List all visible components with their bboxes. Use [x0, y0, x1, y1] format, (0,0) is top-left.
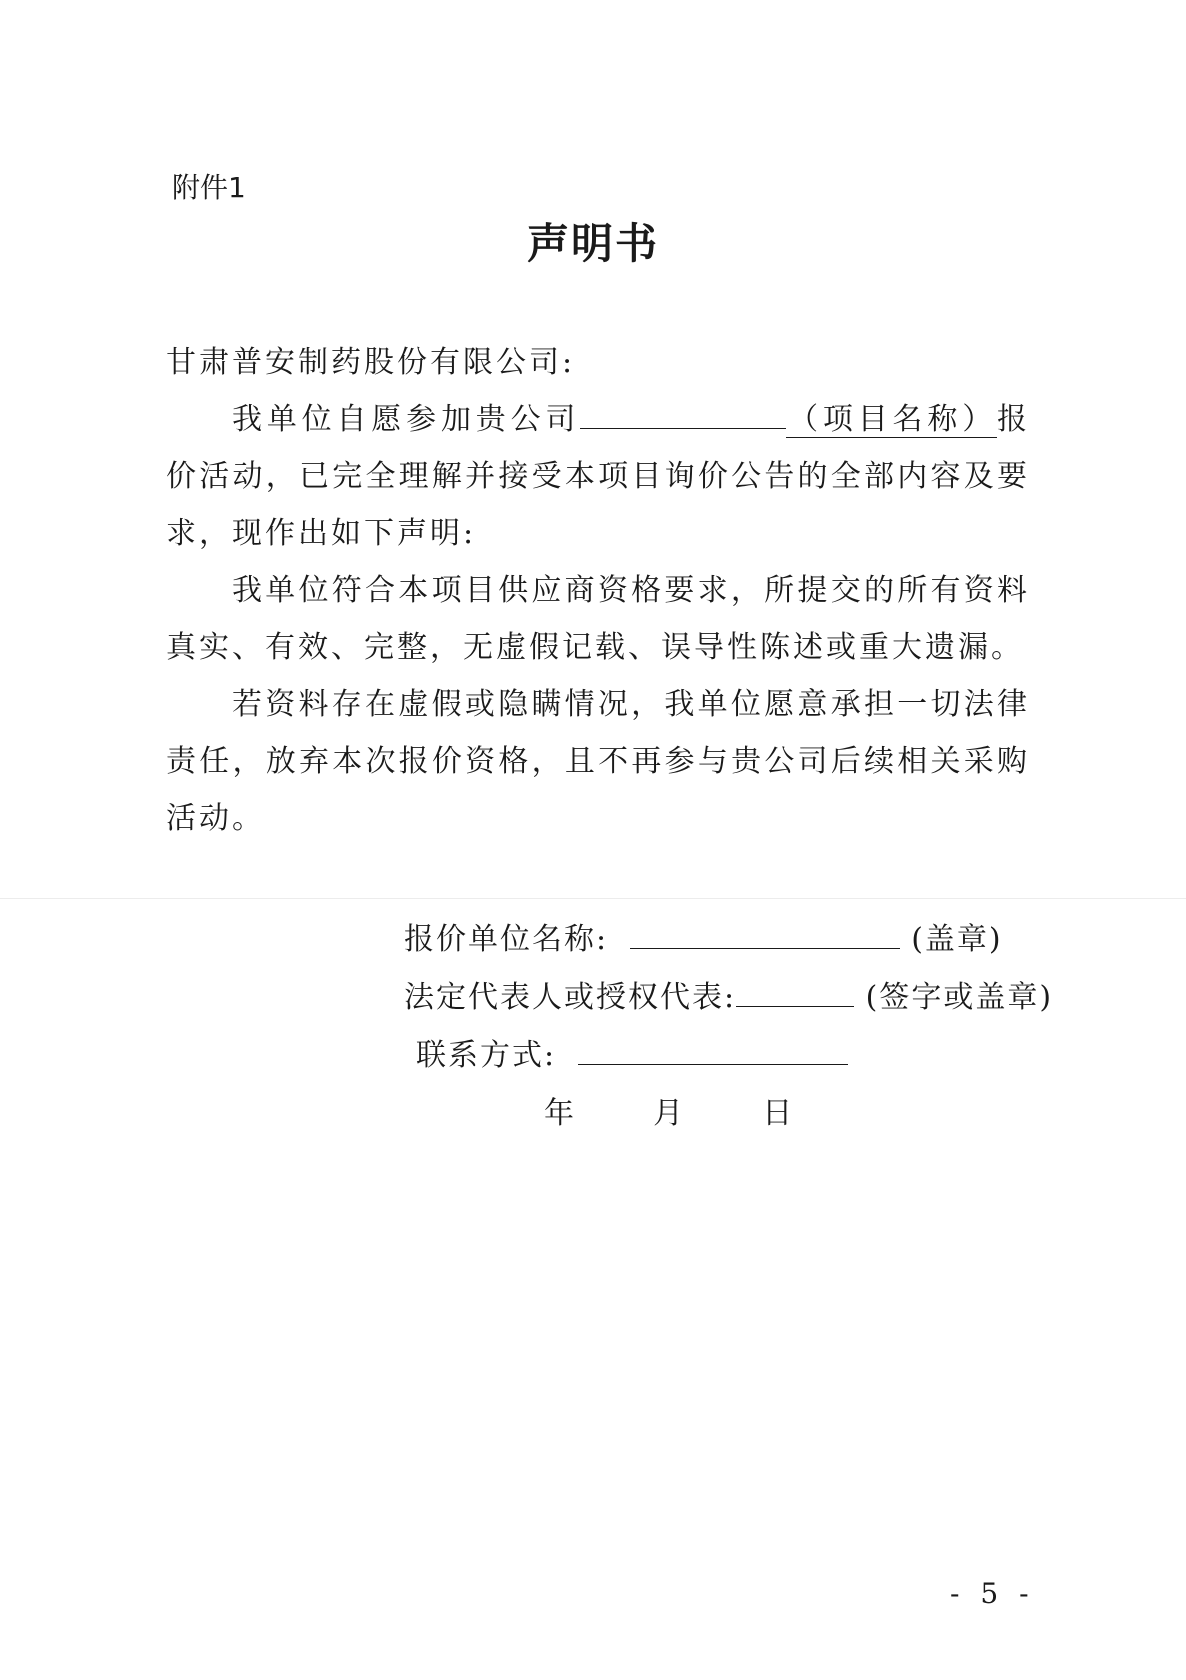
- representative-blank: [736, 976, 854, 1007]
- bidder-seal-note: (盖章): [911, 922, 1003, 957]
- representative-sign-note: (签字或盖章): [865, 980, 1054, 1015]
- scan-fold-line: [0, 898, 1186, 899]
- date-day: 日: [762, 1096, 793, 1131]
- recipient-line: 甘肃普安制药股份有限公司:: [166, 345, 576, 380]
- participation-prefix: 我单位自愿参加贵公司: [232, 402, 581, 437]
- contact-blank: [578, 1034, 848, 1065]
- participation-suffix: 报价活动，已完全理解并接受本项目询价公告的全部内容及要求，现作出如下声明:: [166, 402, 1031, 551]
- contact-label: 联系方式:: [416, 1038, 557, 1073]
- representative-row: [404, 976, 1053, 1020]
- date-month: 月: [653, 1096, 684, 1131]
- bidder-name-row: [404, 918, 1003, 962]
- date-row: [544, 1092, 792, 1136]
- declaration-body: [166, 334, 1030, 847]
- page-number: - 5 -: [950, 1577, 1035, 1610]
- project-name-placeholder: （项目名称）: [786, 402, 998, 437]
- bidder-name-label: 报价单位名称:: [404, 922, 609, 957]
- representative-label: 法定代表人或授权代表:: [404, 980, 737, 1015]
- bidder-name-blank: [630, 918, 900, 949]
- attachment-label: 附件1: [172, 171, 246, 204]
- contact-row: [416, 1034, 848, 1078]
- date-year: 年: [544, 1096, 574, 1131]
- paragraph-qualification: 我单位符合本项目供应商资格要求，所提交的所有资料真实、有效、完整，无虚假记载、误导性陈述或重大遗漏。: [166, 573, 1030, 665]
- document-title: 声明书: [526, 219, 659, 268]
- paragraph-liability: 若资料存在虚假或隐瞒情况，我单位愿意承担一切法律责任，放弃本次报价资格，且不再参与贵公司后续相关采购活动。: [166, 687, 1030, 836]
- project-name-blank: [580, 394, 786, 429]
- paragraph-participation: [166, 391, 1030, 562]
